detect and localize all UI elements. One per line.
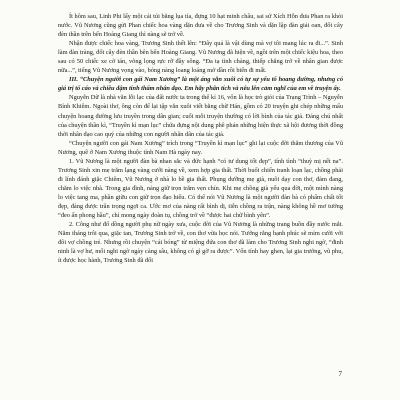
section-heading-iii: III. “Chuyện người con gái Nam Xương” là một áng văn xuôi có tự sự yếu tố hoang đường, nhưng có giá trị tố cáo và chiều đậm tính thẩm nhân đạo. Em hãy phân tích và nêu lên cảm nghĩ của em về truyện ấy. xyxy=(58,76,343,93)
paragraph-2: Nhận được chiếc hoa vàng, Trương Sinh thết lên: “Đây quả là vật dùng mà vợ tôi mang lúc ra đi...”. Sinh làm đàn tràng, đốt cây đèn thần bên bến Hoàng Giang. Vũ Nương đã hiện về, ngồi trên một chiếc kiệu hoa, theo sau có 50 chiếc xe cờ tán, võng lọng rực rỡ đầy sông. “Đa tạ tình chàng, thiếp chẳng trở về nhân gian được nữa...”, tiếng Vũ Nương vọng vào, bóng nàng loang loáng mờ dần rồi biến đi mất. xyxy=(58,40,343,75)
paragraph-1: Ít hôm sau, Linh Phi lấy một cái túi bằng lụa tía, đựng 10 hạt minh châu, sai sứ Xích Hỗn đưa Phan ra khỏi nước. Vũ Nương cũng gửi Phan chiếc hoa vàng dặn đưa về cho Trương Sinh và dặn lập đàn giải oan, đốt cây đèn thần trên bến Hoàng Giang thì nàng sẽ trở về. xyxy=(58,13,343,39)
paragraph-6: 1. Vũ Nương là một người đàn bà nhan sắc và đức hạnh “có tư dung tốt đẹp”, tính tình “thuỳ mị nết na”. Trương Sinh xin mẹ trăm lạng vàng cưới nàng về, xem hợp gia thất. Thời buổi chiến tranh loạn lạc, chồng phải đi lính đánh giặc Chiêm, Vũ Nương ở nhà lo bề gia thất. Phụng dưỡng mẹ già, nuôi dạy con thơ, đảm đang, chăm lo việc nhà. Trong gia đình, nàng giữ trọn trăm vẹn chín. Khi mẹ chồng già yếu qua đời, một mình nàng lo việc tang ma, phần giữu con giữ trọn đạo hiếu. Có thể nói Vũ Nương là một người đàn bà có phẩm chất tốt đẹp, đáng được trân trọng ngợi ca. Ước mơ của nàng rất bình dị, tiễn chồng ra trận, nàng không hề mơ tưởng “đeo ấn phong hầu”, chỉ mong ngày đoàn tụ, chồng trở về “được hai chữ bình yên”. xyxy=(58,157,343,220)
paragraph-7: 2. Công như đổ dồng người phụ nữ ngày xưa, cuộc đời của Vũ Nương là những trang buồn đầy nước mắt. Năm tháng trôi qua, giặc tan, Trương Sinh trở về, con thơ vừa học nói. Tưởng rằng hạnh phúc sẽ mỉm cười với đôi vợ chồng trẻ. Nhưng rồi chuyện “cái bóng” từ miệng đứa con thơ đã làm cho Trương Sinh nghi ngờ, “đinh ninh là vợ hư, mối nghi ngờ ngày càng sâu, không có gì gỡ ra được”. Vốn tính hay ghen, lại gia trưởng, vũ phu, ít được học hành, Trương Sinh đã đối xyxy=(58,221,343,265)
paragraph-4: Nguyễn Dữ là nhà văn lỗi lạc của đất nước ta trong thế kỉ 16, vốn là học trò giỏi của Trạng Trình – Nguyễn Bỉnh Khiêm. Ngoài thơ, ông còn để lại tập văn xuôi viết bằng chữ Hán, gồm có 20 truyện ghi chép những mẩu chuyện hoang đường lưu truyền trong dân gian; cuối mỗi truyện thường có lời bình của tác giả. Đáng chú nhất của chuyện thần kì, “Truyền kì mạn lục” chứa đựng nội dung phê phán những hiện thực xã hội đương thời đồng thời nhân đạo cao quý của những con người nhân dân của tác giả. xyxy=(58,94,343,138)
paragraph-5: “Chuyện người con gái Nam Xương” trích trong “Truyền kì mạn lục” ghi lại cuộc đời thăm thương của Vũ Nương, quê ở Nam Xương thuộc tỉnh Nam Hà ngày nay. xyxy=(58,139,343,156)
page-number: 7 xyxy=(338,370,342,378)
